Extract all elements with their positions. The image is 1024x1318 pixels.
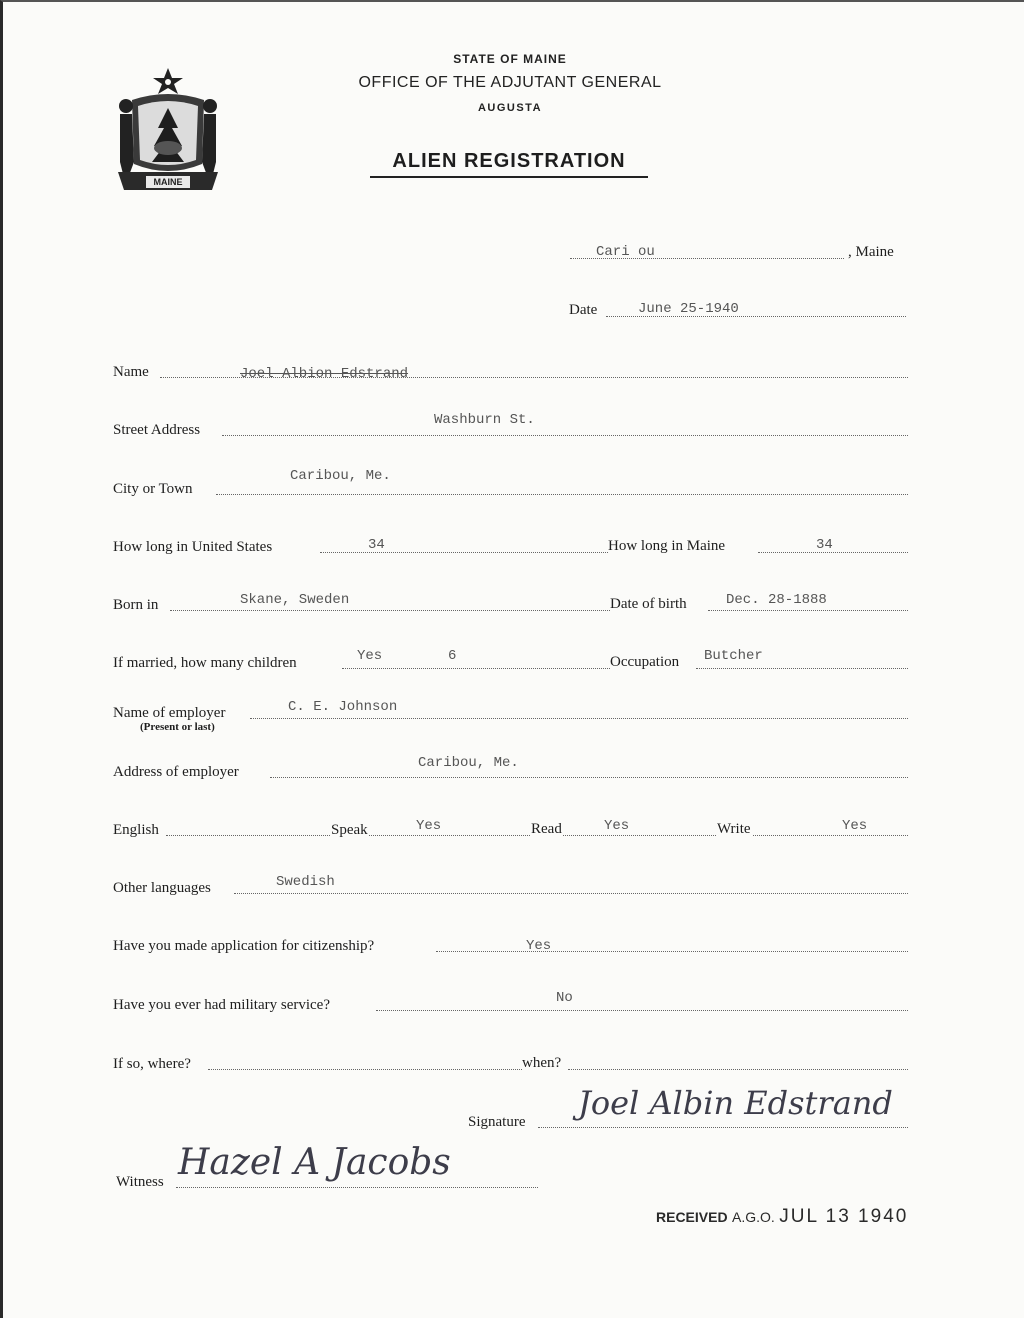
- maine-value: 34: [816, 537, 833, 553]
- name-label: Name: [113, 364, 149, 380]
- place-value: Cari ou: [596, 244, 655, 260]
- employer-sublabel: (Present or last): [140, 721, 215, 733]
- write-value: Yes: [842, 818, 868, 834]
- citizenship-label: Have you made application for citizenship?: [113, 938, 375, 954]
- employer-line: [250, 718, 908, 719]
- citizenship-line: [436, 951, 908, 952]
- witness-value: Hazel A Jacobs: [178, 1142, 451, 1183]
- where-label: If so, where?: [113, 1056, 191, 1072]
- place-suffix: , Maine: [848, 244, 894, 260]
- military-label: Have you ever had military service?: [113, 997, 330, 1013]
- us-line: [320, 552, 608, 553]
- form-title: ALIEN REGISTRATION: [370, 150, 648, 178]
- dob-value: Dec. 28-1888: [726, 592, 827, 608]
- date-value: June 25-1940: [638, 301, 739, 317]
- occupation-value: Butcher: [704, 648, 763, 664]
- married-value: Yes: [357, 648, 383, 664]
- where-line: [208, 1069, 522, 1070]
- married-line: [342, 668, 610, 669]
- date-label: Date: [569, 302, 598, 318]
- children-value: 6: [448, 648, 457, 664]
- military-value: No: [556, 990, 573, 1006]
- stamp-received: RECEIVED: [656, 1209, 728, 1225]
- other-lang-line: [234, 893, 908, 894]
- stamp-date: JUL 13 1940: [779, 1206, 909, 1227]
- signature-label: Signature: [468, 1114, 526, 1130]
- street-line: [222, 435, 908, 436]
- married-label: If married, how many children: [113, 655, 297, 671]
- employer-value: C. E. Johnson: [288, 699, 398, 715]
- citizenship-value: Yes: [526, 938, 552, 954]
- read-label: Read: [531, 821, 562, 837]
- born-label: Born in: [113, 597, 159, 613]
- born-value: Skane, Sweden: [240, 592, 350, 608]
- signature-value: Joel Albin Edstrand: [578, 1084, 893, 1122]
- city-value: Caribou, Me.: [290, 468, 391, 484]
- employer-addr-line: [270, 777, 908, 778]
- header-state: STATE OF MAINE: [453, 52, 567, 66]
- header-office: OFFICE OF THE ADJUTANT GENERAL: [358, 74, 662, 91]
- name-value: Joel Albion Edstrand: [240, 366, 409, 382]
- maine-label: How long in Maine: [608, 538, 726, 554]
- seal-banner-text: MAINE: [153, 177, 183, 187]
- when-line: [568, 1069, 908, 1070]
- employer-label: Name of employer: [113, 705, 226, 721]
- read-value: Yes: [604, 818, 630, 834]
- dob-label: Date of birth: [610, 596, 687, 612]
- other-lang-label: Other languages: [113, 880, 211, 896]
- city-label: City or Town: [113, 481, 193, 497]
- stamp-ago: A.G.O.: [732, 1209, 775, 1225]
- military-line: [376, 1010, 908, 1011]
- signature-line: [538, 1127, 908, 1128]
- employer-addr-value: Caribou, Me.: [418, 755, 519, 771]
- other-lang-value: Swedish: [276, 874, 335, 890]
- us-value: 34: [368, 537, 385, 553]
- when-label: when?: [522, 1055, 562, 1071]
- header-city: AUGUSTA: [477, 102, 543, 114]
- employer-addr-label: Address of employer: [113, 764, 239, 780]
- street-value: Washburn St.: [434, 412, 535, 428]
- received-stamp: [656, 1206, 908, 1228]
- speak-label: Speak: [331, 822, 368, 838]
- maine-state-seal: [112, 66, 224, 194]
- witness-label: Witness: [116, 1174, 164, 1190]
- witness-line: [176, 1187, 538, 1188]
- english-label: English: [113, 822, 159, 838]
- dob-line: [708, 610, 908, 611]
- city-line: [216, 494, 908, 495]
- street-label: Street Address: [113, 422, 201, 438]
- occupation-label: Occupation: [610, 654, 680, 670]
- maine-line: [758, 552, 908, 553]
- born-line: [170, 610, 610, 611]
- speak-value: Yes: [416, 818, 442, 834]
- write-label: Write: [717, 821, 751, 837]
- us-label: How long in United States: [113, 539, 273, 555]
- occupation-line: [696, 668, 908, 669]
